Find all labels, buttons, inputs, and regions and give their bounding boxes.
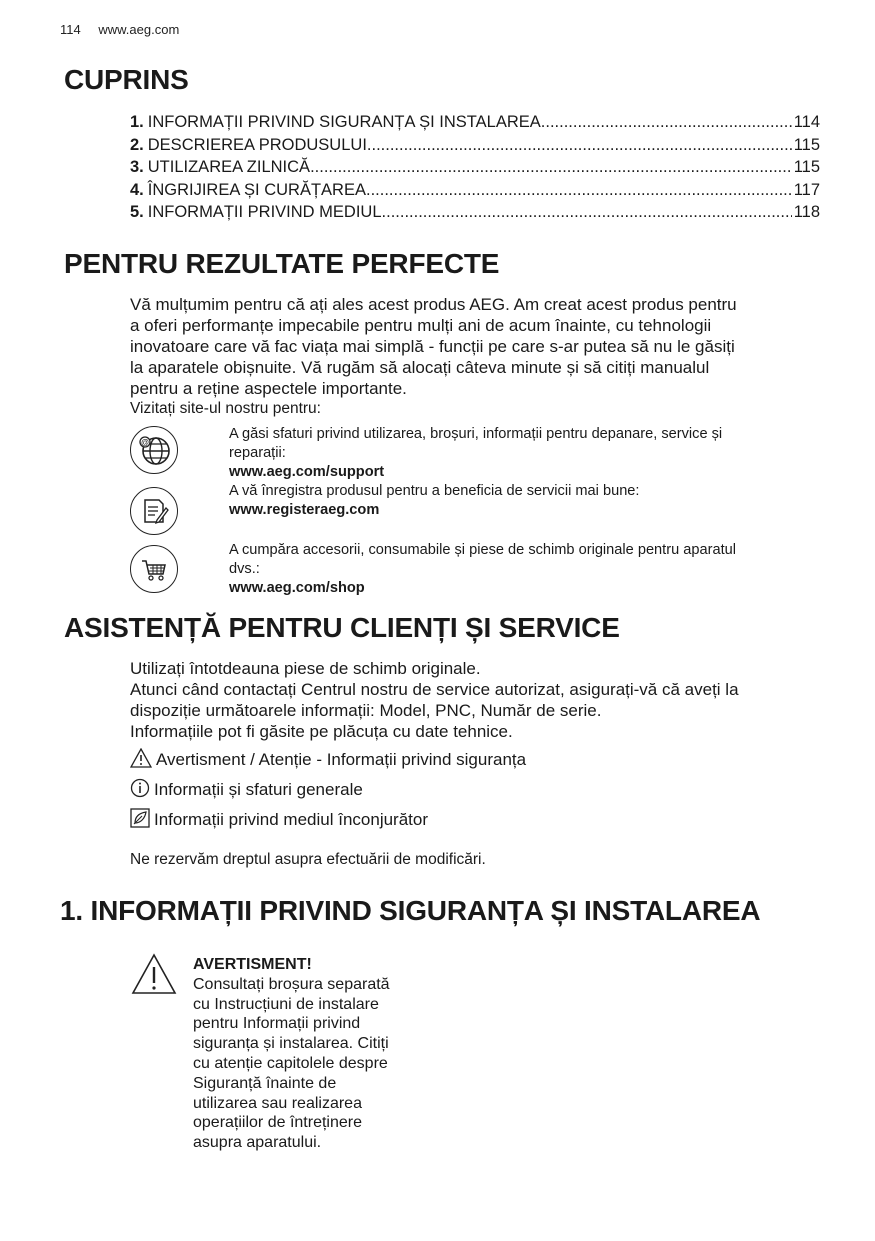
registration-form-icon <box>130 487 178 535</box>
legend-item-info <box>130 776 830 806</box>
toc-leader <box>367 134 792 157</box>
intro-line: pentru a reține aspectele importante. <box>130 379 407 398</box>
toc-entry-number: 5. <box>130 203 144 222</box>
symbol-legend <box>130 746 830 836</box>
service-line: Utilizați întotdeauna piese de schimb originale. <box>130 659 481 678</box>
warning-line: cu Instrucțiuni de instalare <box>193 995 379 1013</box>
legend-text: Informații privind mediul înconjurător <box>154 810 429 829</box>
leaf-icon <box>130 808 150 836</box>
globe-icon <box>130 426 178 474</box>
toc-entry-label: DESCRIEREA PRODUSULUI <box>147 135 367 154</box>
toc-entry-label: INFORMAȚII PRIVIND SIGURANȚA ȘI INSTALAREA <box>147 113 541 131</box>
service-paragraph <box>130 658 830 742</box>
reserve-notice: Ne rezervăm dreptul asupra efectuării de modificări. <box>130 851 486 868</box>
toc-leader <box>310 156 792 179</box>
shop-link-block <box>229 541 829 598</box>
warning-line: pentru Informații privind <box>193 1015 361 1033</box>
section-title-safety: 1. INFORMAȚII PRIVIND SIGURANȚA ȘI INSTALAREA <box>60 895 761 926</box>
page-header <box>60 22 193 37</box>
section-title-perfect: PENTRU REZULTATE PERFECTE <box>64 248 500 279</box>
toc-entry-page: 114 <box>793 113 820 131</box>
toc-entry-number: 2. <box>130 135 144 154</box>
toc-entry-label: INFORMAȚII PRIVIND MEDIUL <box>147 203 382 222</box>
visit-text: Vizitați site-ul nostru pentru: <box>130 400 321 417</box>
page-number: 114 <box>60 22 81 37</box>
support-description-cont: reparații: <box>229 445 286 461</box>
warning-line: utilizarea sau realizarea <box>193 1094 362 1112</box>
intro-line: a oferi performanțe impecabile pentru mulți ani de acum înainte, cu tehnologii <box>130 316 712 335</box>
toc-leader <box>382 201 792 224</box>
warning-block <box>193 955 433 1153</box>
warning-icon <box>130 748 152 776</box>
intro-line: la aparatele obișnuite. Vă rugăm să alocați câteva minute și să citiți manualul <box>130 358 710 377</box>
toc-entry[interactable] <box>130 201 820 224</box>
toc-entry[interactable] <box>130 111 820 134</box>
shop-url[interactable]: www.aeg.com/shop <box>229 580 365 596</box>
warning-line: cu atenție capitolele despre <box>193 1054 388 1072</box>
toc-entry-page: 115 <box>793 158 820 177</box>
shopping-cart-icon <box>130 545 178 593</box>
website-link[interactable]: www.aeg.com <box>98 22 180 37</box>
svg-text:@: @ <box>141 438 149 447</box>
warning-line: operațiilor de întreținere <box>193 1114 362 1132</box>
toc-entry-number: 3. <box>130 158 144 177</box>
toc-entry-number: 4. <box>130 180 144 199</box>
toc-entry-page: 117 <box>793 180 820 199</box>
warning-title: AVERTISMENT! <box>193 956 312 973</box>
toc-title: CUPRINS <box>64 64 189 95</box>
info-icon <box>130 778 150 806</box>
support-link-block <box>229 425 829 520</box>
toc-entry[interactable] <box>130 179 820 202</box>
warning-line: Siguranță înainte de <box>193 1074 337 1092</box>
support-url[interactable]: www.aeg.com/support <box>229 464 385 480</box>
shop-description: A cumpăra accesorii, consumabile și piese de schimb originale pentru aparatul <box>229 542 736 558</box>
legend-text: Avertisment / Atenție - Informații privind siguranța <box>156 750 527 769</box>
section-title-service: ASISTENȚĂ PENTRU CLIENȚI ȘI SERVICE <box>64 612 620 643</box>
register-url[interactable]: www.registeraeg.com <box>229 502 380 518</box>
service-line: dispoziție următoarele informații: Model, PNC, Număr de serie. <box>130 701 602 720</box>
toc-entry[interactable] <box>130 156 820 179</box>
intro-line: inovatoare care vă fac viața mai simplă - funcții pe care s-ar putea să nu le găsiți <box>130 337 735 356</box>
warning-line: Consultați broșura separată <box>193 975 390 993</box>
legend-item-warning <box>130 746 830 776</box>
warning-line: asupra aparatului. <box>193 1134 322 1152</box>
table-of-contents <box>130 111 820 224</box>
warning-line: siguranța și instalarea. Citiți <box>193 1035 389 1053</box>
service-line: Informațiile pot fi găsite pe plăcuța cu date tehnice. <box>130 722 513 741</box>
legend-text: Informații și sfaturi generale <box>154 780 363 799</box>
toc-entry-number: 1. <box>130 113 144 131</box>
support-description: A găsi sfaturi privind utilizarea, broșuri, informații pentru depanare, service și <box>229 426 723 442</box>
intro-paragraph <box>130 294 830 418</box>
toc-leader <box>541 111 792 134</box>
shop-description-cont: dvs.: <box>229 561 260 577</box>
toc-leader <box>366 179 792 202</box>
register-description: A vă înregistra produsul pentru a beneficia de servicii mai bune: <box>229 483 640 499</box>
toc-entry[interactable] <box>130 134 820 157</box>
toc-entry-label: UTILIZAREA ZILNICĂ <box>147 158 311 177</box>
toc-entry-page: 115 <box>793 135 820 154</box>
toc-entry-page: 118 <box>793 203 820 222</box>
legend-item-environment <box>130 806 830 836</box>
warning-icon <box>131 953 177 1000</box>
toc-entry-label: ÎNGRIJIREA ȘI CURĂȚAREA <box>147 180 366 199</box>
intro-line: Vă mulțumim pentru că ați ales acest produs AEG. Am creat acest produs pentru <box>130 295 737 314</box>
service-line: Atunci când contactați Centrul nostru de service autorizat, asigurați-vă că aveți la <box>130 680 739 699</box>
